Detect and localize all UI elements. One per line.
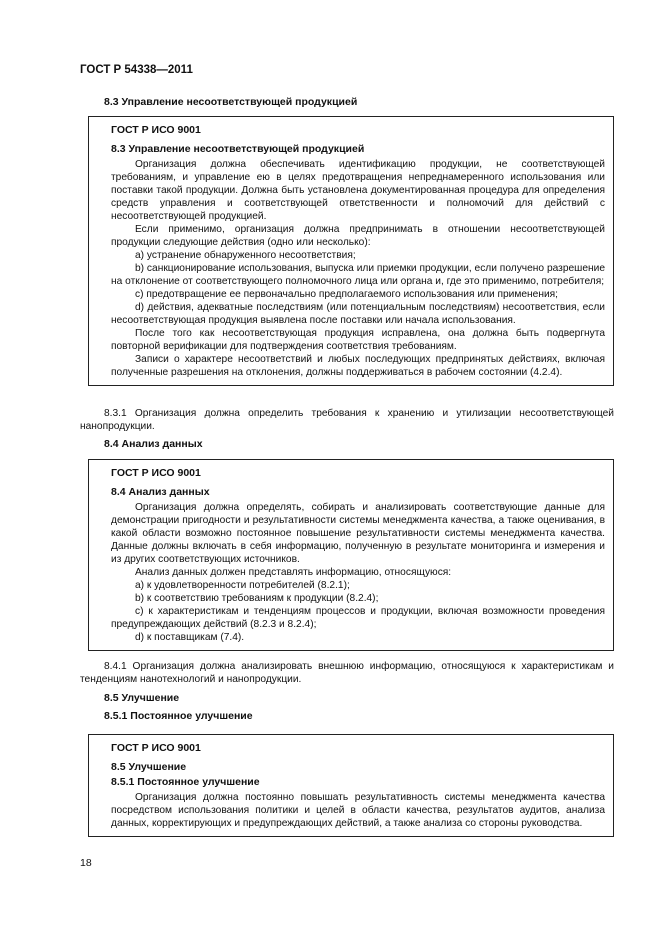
box-subtitle: 8.5.1 Постоянное улучшение: [111, 776, 260, 788]
list-item-a: а) к удовлетворенности потребителей (8.2.1);: [135, 580, 350, 591]
list-item-c: с) к характеристикам и тенденциям процессов и продукции, включая возможности проведения предупреждающих действий (8.2.3 и 8.2.4);: [111, 606, 605, 630]
quote-box-8-5: [88, 734, 614, 837]
list-item-b: b) к соответствию требованиям к продукции (8.2.4);: [135, 593, 379, 604]
box-title: 8.4 Анализ данных: [111, 486, 210, 498]
paragraph-8-4-1: 8.4.1 Организация должна анализировать внешнюю информацию, относящуюся к характеристикам и тенденциям нанотехнологий и нанопродукции.: [80, 661, 614, 685]
box-paragraph: После того как несоответствующая продукция исправлена, она должна быть подвергнута повторной верификации для подтверждения соответствия требованиям.: [111, 328, 605, 352]
box-standard-ref: ГОСТ Р ИСО 9001: [111, 124, 201, 136]
page-number: 18: [80, 857, 92, 869]
box-paragraph: Организация должна постоянно повышать результативность системы менеджмента качества посредством использования политики и целей в области качества, результатов аудитов, анализа данных, корректирующих и предупреждающих действий, а также анализа со стороны руководства.: [111, 792, 605, 829]
box-paragraph: Организация должна определять, собирать и анализировать соответствующие данные для демонстрации пригодности и результативности системы менеджмента качества, а также оценивания, в какой области возможно постоянное повышение результативности системы менеджмента качества. Данные должны включать в себя информацию, полученную в результате мониторинга и измерения и из других соответствующих источников.: [111, 502, 605, 565]
quote-box-8-3: [88, 116, 614, 386]
section-8-5-title: 8.5 Улучшение: [104, 692, 180, 704]
section-8-5-1-title: 8.5.1 Постоянное улучшение: [104, 710, 253, 722]
list-item-c: с) предотвращение ее первоначально предполагаемого использования или применения;: [135, 289, 558, 300]
box-paragraph: Организация должна обеспечивать идентификацию продукции, не соответствующей требованиям, и управление ею в целях предотвращения непреднамеренного использования или поставки такой продукции. Должна быть установлена документированная процедура для определения средств управления и соответствующей ответственности и полномочий для действий с несоответствующей продукцией.: [111, 159, 605, 222]
box-paragraph: Если применимо, организация должна предпринимать в отношении несоответствующей продукции следующие действия (одно или несколько):: [111, 224, 605, 248]
box-standard-ref: ГОСТ Р ИСО 9001: [111, 742, 201, 754]
list-item-d: d) к поставщикам (7.4).: [135, 632, 245, 643]
box-title: 8.3 Управление несоответствующей продукцией: [111, 143, 365, 155]
box-paragraph: Записи о характере несоответствий и любых последующих предпринятых действиях, включая полученные разрешения на отклонения, должны поддерживаться в рабочем состоянии (4.2.4).: [111, 354, 605, 378]
box-standard-ref: ГОСТ Р ИСО 9001: [111, 467, 201, 479]
list-item-d: d) действия, адекватные последствиям (или потенциальным последствиям) несоответствия, если несоответствующая продукция выявлена после поставки или начала использования.: [111, 302, 605, 326]
section-8-4-title: 8.4 Анализ данных: [104, 438, 203, 450]
box-title: 8.5 Улучшение: [111, 761, 187, 773]
standard-header: ГОСТ Р 54338—2011: [80, 64, 193, 76]
box-paragraph: Анализ данных должен представлять информацию, относящуюся:: [135, 567, 452, 578]
section-8-3-title: 8.3 Управление несоответствующей продукцией: [104, 96, 358, 108]
paragraph-8-3-1: 8.3.1 Организация должна определить требования к хранению и утилизации несоответствующей нанопродукции.: [80, 408, 614, 432]
quote-box-8-4: [88, 459, 614, 651]
list-item-a: а) устранение обнаруженного несоответствия;: [135, 250, 356, 261]
list-item-b: b) санкционирование использования, выпуска или приемки продукции, если получено разрешение на отклонение от соответствующего полномочного лица или органа и, где это применимо, потребителя;: [111, 263, 605, 287]
